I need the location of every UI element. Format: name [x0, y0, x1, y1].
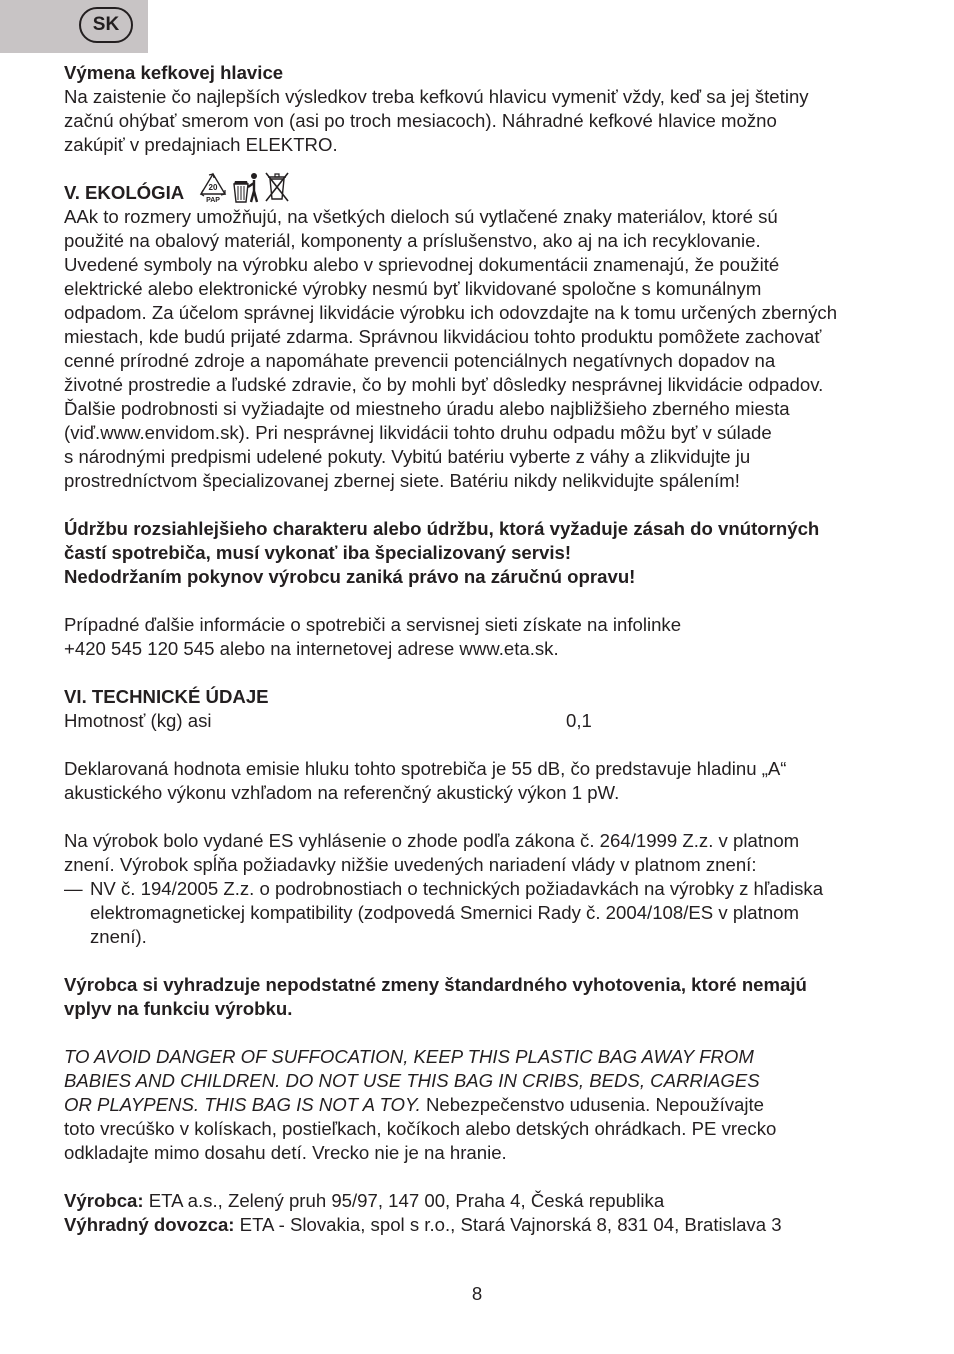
- importer-label: Výhradný dovozca:: [64, 1214, 235, 1235]
- weight-label: Hmotnosť (kg) asi: [64, 710, 212, 731]
- ecology-title: V. EKOLÓGIA: [64, 182, 185, 203]
- infoline-line-1: Prípadné ďalšie informácie o spotrebiči a servisnej sieti získate na infolinke: [64, 614, 682, 635]
- service-warning-line-3: Nedodržaním pokynov výrobcu zaniká právo na záručnú opravu!: [64, 566, 636, 587]
- ecology-line-9: Ďalšie podrobnosti si vyžiadajte od miestneho úradu alebo najbližšieho zberného miesta: [64, 398, 790, 419]
- manufacturer-note-line-1: Výrobca si vyhradzuje nepodstatné zmeny štandardného vyhotovenia, ktoré nemajú: [64, 974, 807, 995]
- ecology-line-11: s národnými predpismi udelené pokuty. Vybitú batériu vyberte z váhy a zlikvidujte ju: [64, 446, 751, 467]
- weight-value: 0,1: [566, 710, 592, 731]
- ecology-line-1: AAk to rozmery umožňujú, na všetkých dieloch sú vytlačené znaky materiálov, ktoré sú: [64, 206, 778, 227]
- ecology-line-5: odpadom. Za účelom správnej likvidácie výrobku ich odovzdajte na k tomu určených zberných: [64, 302, 838, 323]
- language-badge: SK: [79, 7, 133, 43]
- manufacturer-contact: [64, 1189, 924, 1213]
- noise-line-1: Deklarovaná hodnota emisie hluku tohto spotrebiča je 55 dB, čo predstavuje hladinu „A“: [64, 758, 787, 779]
- ecology-line-6: miestach, kde budú prijaté zdarma. Správnou likvidáciou tohto produktu pomôžete zachovať: [64, 326, 822, 347]
- bag-warning-line-4: toto vrecúško v kolískach, postieľkach, kočíkoch alebo detských ohrádkach. PE vrecko: [64, 1118, 777, 1139]
- manufacturer-label: Výrobca:: [64, 1190, 144, 1211]
- page-number: 8: [471, 1283, 483, 1304]
- ecology-line-8: životné prostredie a ľudské zdravie, čo by mohli byť dôsledky nesprávnej likvidácie odpadov.: [64, 374, 824, 395]
- ecology-line-2: použité na obalový materiál, komponenty a príslušenstvo, ako aj na ich recyklovanie.: [64, 230, 761, 251]
- ecology-line-4: elektrické alebo elektronické výrobky nesmú byť likvidované spoločne s komunálnym: [64, 278, 762, 299]
- technical-title: VI. TECHNICKÉ ÚDAJE: [64, 686, 269, 707]
- bag-warning-line-1: TO AVOID DANGER OF SUFFOCATION, KEEP THIS PLASTIC BAG AWAY FROM: [64, 1046, 754, 1067]
- bag-warning-italic-tail: OR PLAYPENS. THIS BAG IS NOT A TOY.: [64, 1094, 421, 1115]
- noise-line-2: akustického výkonu vzhľadom na referenčný akustický výkon 1 pW.: [64, 782, 620, 803]
- regulation-line-1: NV č. 194/2005 Z.z. o podrobnostiach o technických požiadavkách na výrobky z hľadiska: [90, 878, 824, 899]
- service-warning-line-2: častí spotrebiča, musí vykonať iba špecializovaný servis!: [64, 542, 572, 563]
- brush-line-2: začnú ohýbať smerom von (asi po troch mesiacoch). Náhradné kefkové hlavice možno: [64, 110, 777, 131]
- list-dash: —: [64, 878, 83, 899]
- svg-text:PAP: PAP: [206, 197, 221, 203]
- manufacturer-address: ETA a.s., Zelený pruh 95/97, 147 00, Praha 4, Česká republika: [143, 1190, 665, 1211]
- bag-warning-slovak-start: Nebezpečenstvo udusenia. Nepoužívajte: [420, 1094, 765, 1115]
- manufacturer-note-line-2: vplyv na funkciu výrobku.: [64, 998, 293, 1019]
- svg-text:20: 20: [208, 183, 218, 192]
- brush-head-title: Výmena kefkovej hlavice: [64, 62, 284, 83]
- conformity-line-1: Na výrobok bolo vydané ES vyhlásenie o zhode podľa zákona č. 264/1999 Z.z. v platnom: [64, 830, 800, 851]
- ecology-line-7: cenné prírodné zdroje a napomáhate prevencii potenciálnych negatívnych dopadov na: [64, 350, 776, 371]
- bag-warning-line-3: [64, 1093, 924, 1117]
- recycle-20-pap-icon: [198, 171, 228, 203]
- conformity-line-2: znení. Výrobok spĺňa požiadavky nižšie uvedených nariadení vlády v platnom znení:: [64, 854, 757, 875]
- bag-warning-line-2: BABIES AND CHILDREN. DO NOT USE THIS BAG IN CRIBS, BEDS, CARRIAGES: [64, 1070, 760, 1091]
- ecology-line-12: prostredníctvom špecializovanej zbernej siete. Batériu nikdy nelikvidujte spálením!: [64, 470, 740, 491]
- regulation-line-2: elektromagnetickej kompatibility (zodpovedá Smernici Rady č. 2004/108/ES v platnom: [90, 902, 799, 923]
- ecology-line-3: Uvedené symboly na výrobku alebo v sprievodnej dokumentácii znamenajú, že použité: [64, 254, 780, 275]
- crossed-out-bin-icon: [264, 171, 290, 203]
- brush-line-1: Na zaistenie čo najlepších výsledkov treba kefkovú hlavicu vymeniť vždy, keď sa jej štetiny: [64, 86, 809, 107]
- service-warning-line-1: Údržbu rozsiahlejšieho charakteru alebo údržbu, ktorá vyžaduje zásah do vnútorných: [64, 518, 820, 539]
- ecology-icons: [198, 171, 293, 203]
- weight-spec-row: [64, 709, 924, 733]
- infoline-line-2: +420 545 120 545 alebo na internetovej adrese www.eta.sk.: [64, 638, 559, 659]
- importer-contact: [64, 1213, 924, 1237]
- waste-bin-person-icon: [231, 171, 261, 203]
- language-tab: [0, 0, 148, 53]
- ecology-line-10: (viď.www.envidom.sk). Pri nesprávnej likvidácii tohto druhu odpadu môžu byť v súlade: [64, 422, 772, 443]
- ecology-heading: [64, 171, 924, 205]
- importer-address: ETA - Slovakia, spol s r.o., Stará Vajnorská 8, 831 04, Bratislava 3: [234, 1214, 782, 1235]
- document-body: [64, 61, 924, 1237]
- bag-warning-line-5: odkladajte mimo dosahu detí. Vrecko nie je na hranie.: [64, 1142, 507, 1163]
- brush-line-3: zakúpiť v predajniach ELEKTRO.: [64, 134, 338, 155]
- regulation-list-item: [64, 877, 924, 949]
- regulation-line-3: znení).: [90, 926, 147, 947]
